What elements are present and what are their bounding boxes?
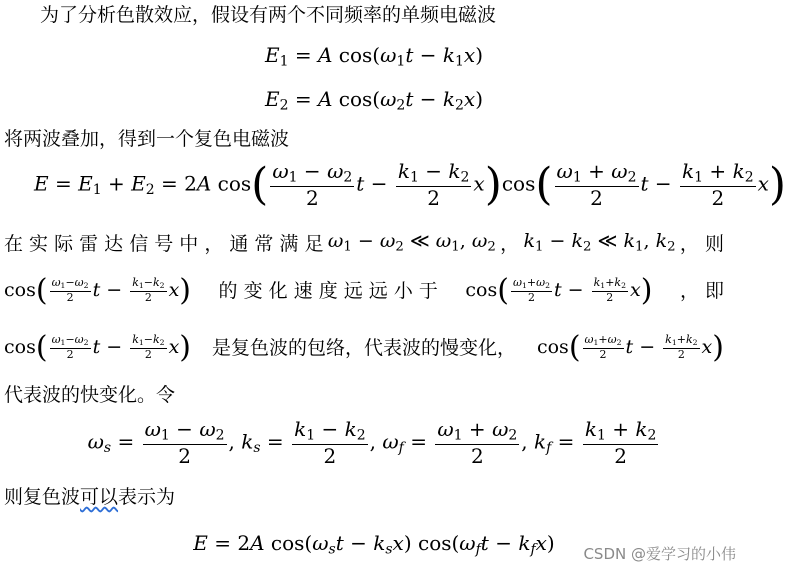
ji-text: ， 即 [679, 280, 724, 302]
express-wavy: 可以 [80, 486, 119, 508]
envelope-text: 是复色波的包络，代表波的慢变化， [211, 337, 516, 359]
cond-comma: ， [500, 233, 520, 256]
equation-e1: $E_1 = A$ $\cos(\omega_1t - k_1x)$ [264, 43, 484, 70]
combine-text: 将两波叠加，得到一个复色电磁波 [4, 128, 290, 150]
cond-then: ， 则 [679, 233, 724, 256]
fast-text: 代表波的快变化。令 [4, 384, 176, 406]
express-tail: 表示为 [118, 486, 176, 508]
express-text: 则复色波 [4, 486, 81, 508]
slow-text: 的 变 化 速 度 远 远 小 于 [218, 280, 438, 302]
condition-line: 在 实 际 雷 达 信 号 中 ， 通 常 满 足 $\omega_1 - \omega_2$ ≪ $\omega_1$, $\omega_2$ ， $k_1 - k_2$ ≪ $k_1$, $k_2$ ， 则 [4, 230, 724, 256]
watermark: CSDN @爱学习的小伟 [583, 545, 736, 563]
equation-definitions: $\omega_s$ = $\frac{\omega_1 - \omega_2}{2}$ , $k_s$ = $\frac{k_1 - k_2}{2}$ , $\omega_f$ = $\frac{\omega_1 + \omega_2}{2}$ , $k_f$ = $\frac{k_1 + k_2}{2}$ [87, 417, 657, 468]
express-line [4, 484, 752, 510]
equation-final: E = 2A $\cos(\omega_st - k_sx) \cos(\omega_ft - k_fx)$ [193, 531, 555, 558]
intro-text: 为了分析色散效应，假设有两个不同频率的单频电磁波 [40, 4, 497, 26]
envelope-line: cos( $\frac{\omega_1-\omega_2}{2}$ t − $\frac{k_1-k_2}{2}$ x) 是复色波的包络，代表波的慢变化， cos( $\frac{\omega_1+\omega_2}{2}$ t − $\frac{k_1+k_2}{2}$ x) [4, 330, 724, 365]
cond-prefix: 在 实 际 雷 达 信 号 中 ， 通 常 满 足 [4, 233, 324, 256]
equation-e2: $E_2 = A$ $\cos(\omega_2t - k_2x)$ [264, 87, 484, 114]
slow-line: cos( $\frac{\omega_1-\omega_2}{2}$ t − $\frac{k_1-k_2}{2}$ x) 的 变 化 速 度 远 远 小 于 cos( $\frac{\omega_1+\omega_2}{2}$ t − $\frac{k_1+k_2}{2}$ x) ， 即 [4, 273, 724, 308]
equation-superposition: $E = E_1 + E_2 = 2A$ cos( $\frac{\omega_1 - \omega_2}{2}$ t − $\frac{k_1 - k_2}{2}$ x)cos( $\frac{\omega_1 + \omega_2}{2}$ t − $\frac{k_1 + k_2}{2}$ x) [34, 158, 787, 210]
